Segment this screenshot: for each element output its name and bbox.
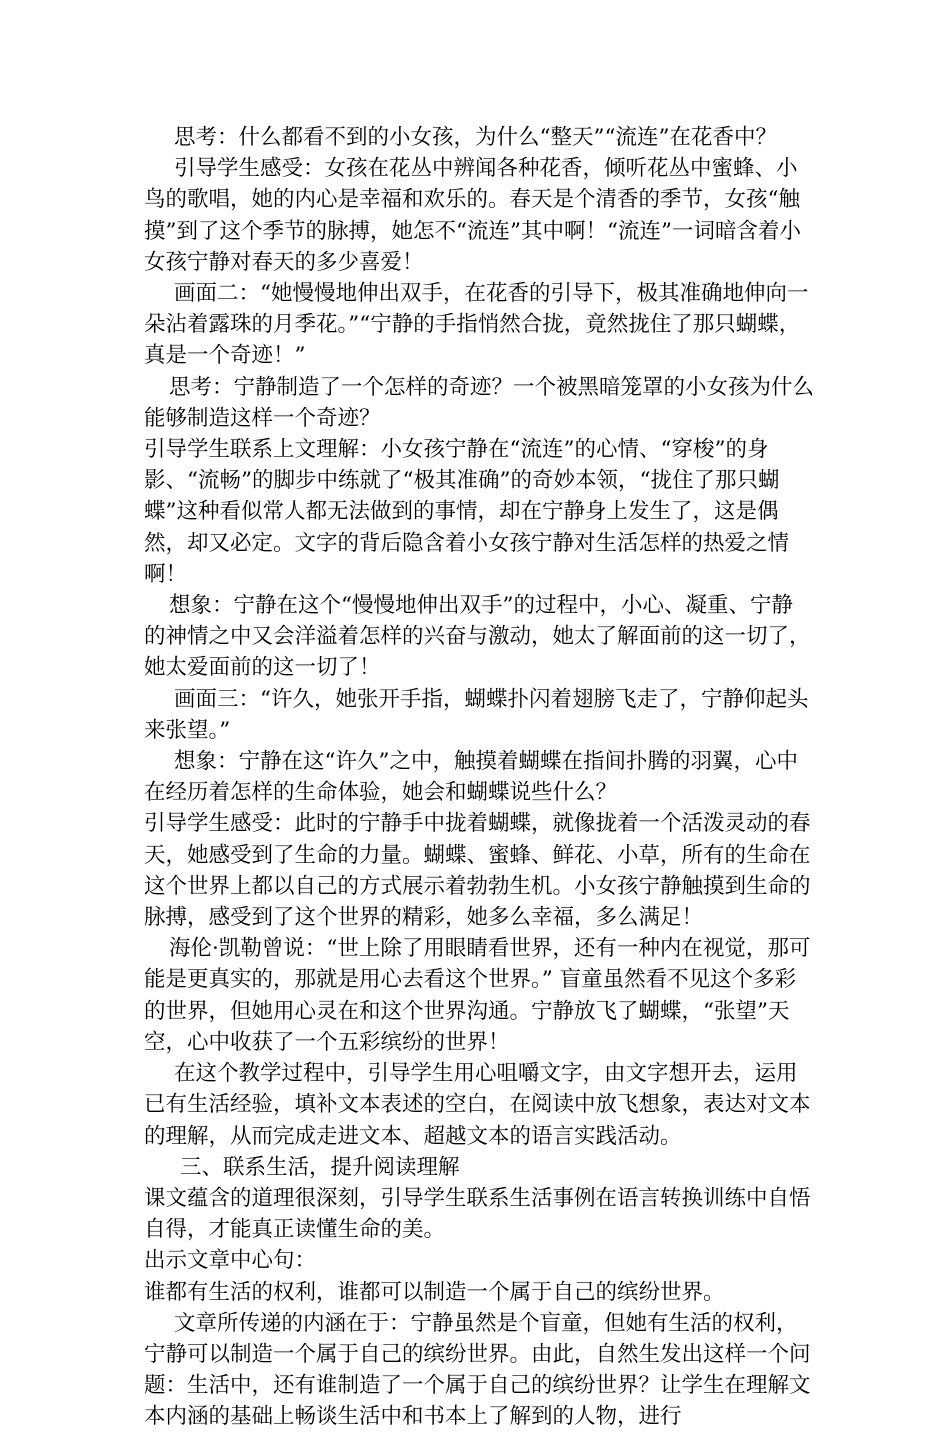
paragraph-scene-2: 画面二：“她慢慢地伸出双手，在花香的引导下，极其准确地伸向一朵沾着露珠的月季花。”“宁静的手指悄然合拢，竟然拢住了那只蝴蝶，真是一个奇迹！”	[144, 281, 809, 369]
paragraph-center-sentence: 谁都有生活的权利，谁都可以制造一个属于自己的缤纷世界。	[144, 1279, 725, 1305]
paragraph-imagine-2: 想象：宁静在这“许久”之中，触摸着蝴蝶在指间扑腾的羽翼，心中在经历着怎样的生命体验，她会和蝴蝶说些什么？	[144, 749, 798, 806]
paragraph-think-2: 思考：宁静制造了一个怎样的奇迹？一个被黑暗笼罩的小女孩为什么能够制造这样一个奇迹？	[144, 374, 815, 431]
paragraph-guide-2: 引导学生联系上文理解：小女孩宁静在“流连”的心情、“穿梭”的身影、“流畅”的脚步中练就了“极其准确”的奇妙本领，“拢住了那只蝴蝶”这种看似常人都无法做到的事情，却在宁静身上发生了，这是偶然，却又必定。文字的背后隐含着小女孩宁静对生活怎样的热爱之情啊！	[144, 437, 790, 587]
paragraph-helen-keller: 海伦·凯勒曾说：“世上除了用眼睛看世界，还有一种内在视觉，那可能是更真实的，那就是用心去看这个世界。” 盲童虽然看不见这个多彩的世界，但她用心灵在和这个世界沟通。宁静放飞了蝴蝶，“张望”天空，心中收获了一个五彩缤纷的世界！	[144, 936, 811, 1055]
paragraph-show-center: 出示文章中心句：	[144, 1248, 317, 1274]
paragraph-scene-3: 画面三：“许久，她张开手指，蝴蝶扑闪着翅膀飞走了，宁静仰起头来张望。”	[144, 686, 809, 743]
paragraph-connotation: 文章所传递的内涵在于：宁静虽然是个盲童，但她有生活的权利，宁静可以制造一个属于自己的缤纷世界。由此，自然生发出这样一个问题：生活中，还有谁制造了一个属于自己的缤纷世界？让学生在理解文本内涵的基础上畅谈生活中和书本上了解到的人物，进行	[144, 1310, 811, 1430]
paragraph-guide-1: 引导学生感受：女孩在花丛中辨闻各种花香，倾听花丛中蜜蜂、小鸟的歌唱，她的内心是幸福和欢乐的。春天是个清香的季节，女孩“触摸”到了这个季节的脉搏，她怎不“流连”其中啊！“流连”一词暗含着小女孩宁静对春天的多少喜爱！	[144, 156, 801, 275]
paragraph-lesson-meaning: 课文蕴含的道理很深刻，引导学生联系生活事例在语言转换训练中自悟自得，才能真正读懂生命的美。	[144, 1185, 811, 1243]
paragraph-guide-3: 引导学生感受：此时的宁静手中拢着蝴蝶，就像拢着一个活泼灵动的春天，她感受到了生命的力量。蝴蝶、蜜蜂、鲜花、小草，所有的生命在这个世界上都以自己的方式展示着勃勃生机。小女孩宁静触摸到生命的脉搏，感受到了这个世界的精彩，她多么幸福，多么满足！	[144, 811, 811, 931]
section-heading-3: 三、联系生活，提升阅读理解	[180, 1154, 460, 1180]
paragraph-imagine-1: 想象：宁静在这个“慢慢地伸出双手”的过程中，小心、凝重、宁静的神情之中又会洋溢着怎样的兴奋与激动，她太了解面前的这一切了，她太爱面前的这一切了！	[144, 593, 811, 681]
document-body	[144, 122, 814, 1433]
paragraph-teaching-process: 在这个教学过程中，引导学生用心咀嚼文字，由文字想开去，运用已有生活经验，填补文本表述的空白，在阅读中放飞想象，表达对文本的理解，从而完成走进文本、超越文本的语言实践活动。	[144, 1061, 811, 1149]
paragraph-think-1: 思考：什么都看不到的小女孩，为什么“整天”“流连”在花香中？	[174, 125, 777, 150]
